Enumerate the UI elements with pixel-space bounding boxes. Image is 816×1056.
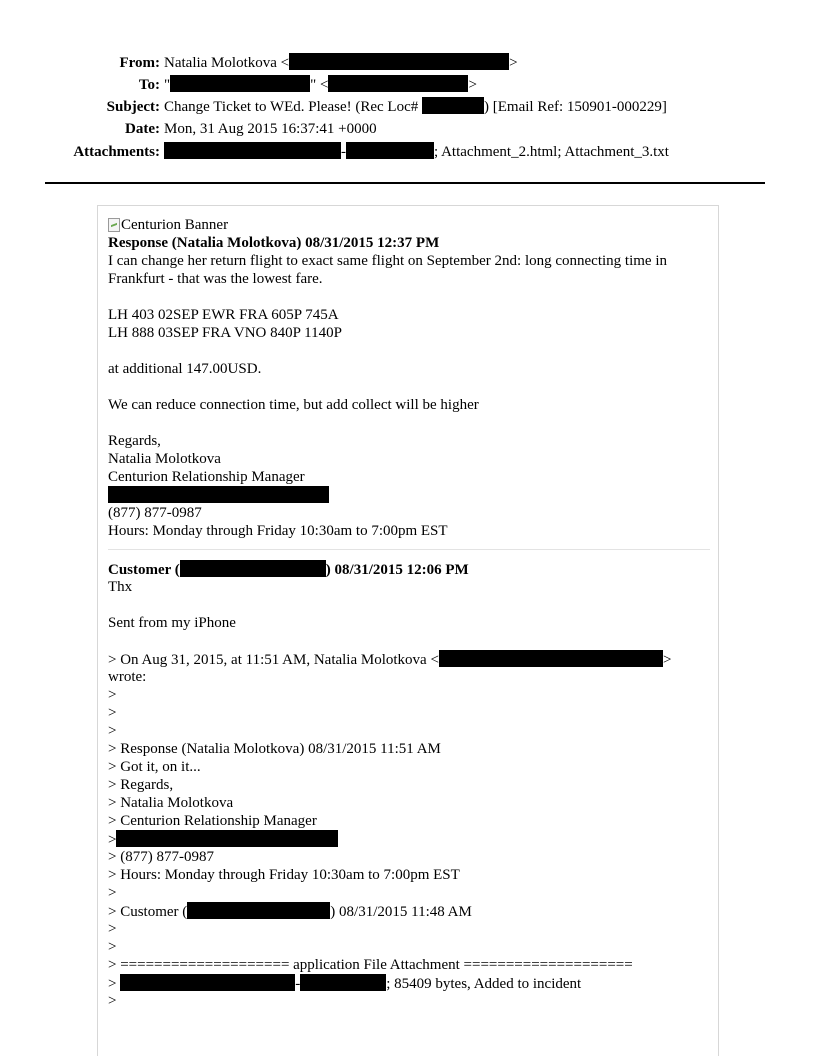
subject-text: Change Ticket to WEd. Please! (Rec Loc# [164,99,419,115]
to-row [0,75,816,95]
message-separator [108,549,710,550]
from-label: From: [119,55,160,71]
subject-value [164,97,667,117]
attachments-value [164,142,669,162]
attachments-list: ; Attachment_2.html; Attachment_3.txt [434,144,669,160]
regards: Regards, [108,433,161,449]
quote-file-dash: - [295,976,301,992]
redaction-bar [346,142,434,159]
response-heading: Response (Natalia Molotkova) 08/31/2015 12:37 PM [108,235,440,251]
subject-ref: ) [Email Ref: 150901-000229] [484,99,667,115]
quote-marker: > [108,705,117,721]
date-value: Mon, 31 Aug 2015 16:37:41 +0000 [164,121,377,137]
quote-customer [108,902,708,920]
date-row [0,119,816,139]
quote-name: > Natalia Molotkova [108,795,234,811]
redaction-bar [108,486,329,503]
attachments-row [0,142,816,162]
subject-row [0,97,816,117]
quote-marker: > [108,687,117,703]
to-value [164,75,477,95]
from-name: Natalia Molotkova < [164,55,290,71]
from-close: > [509,55,518,71]
quote-attachment-banner: > ==================== application File Attachment ==================== [108,957,633,973]
quote-on-post: > [662,652,672,668]
banner [108,216,708,234]
flight-line-2: LH 888 03SEP FRA VNO 840P 1140P [108,325,342,341]
quote-file-line [108,974,708,992]
customer-sent: Sent from my iPhone [108,615,236,631]
banner-alt-text: Centurion Banner [121,217,229,233]
from-value [164,53,518,73]
redaction-bar [422,97,484,114]
broken-image-icon [108,218,120,232]
signature-phone: (877) 877-0987 [108,505,202,521]
quote-response: > Response (Natalia Molotkova) 08/31/2015 11:51 AM [108,741,441,757]
quote-customer-post: ) 08/31/2015 11:48 AM [330,904,472,920]
quote-marker: > [108,921,117,937]
customer-heading-pre: Customer ( [108,562,180,578]
redaction-bar [116,830,338,847]
redaction-bar [328,75,468,92]
quote-marker: > [108,885,117,901]
date-label: Date: [125,121,160,137]
cost-line: at additional 147.00USD. [108,361,262,377]
from-row [0,53,816,73]
quote-wrote: wrote: [108,669,147,685]
redaction-bar [120,974,295,991]
redaction-bar [170,75,310,92]
redaction-bar [187,902,330,919]
quote-marker-inline: > [108,976,117,992]
note-line: We can reduce connection time, but add collect will be higher [108,397,479,413]
quote-title: > Centurion Relationship Manager [108,813,317,829]
quote-got-it: > Got it, on it... [108,759,201,775]
quote-marker-inline: > [108,832,117,848]
redaction-bar [164,142,341,159]
response-body: I can change her return flight to exact same flight on September 2nd: long connecting time in Frankfurt - that was the lowest fare. [108,253,667,287]
signature-title: Centurion Relationship Manager [108,469,305,485]
quote-on-pre: > On Aug 31, 2015, at 11:51 AM, Natalia Molotkova < [108,652,439,668]
flight-line-1: LH 403 02SEP EWR FRA 605P 745A [108,307,339,323]
attachments-dash: - [341,144,346,160]
quote-marker: > [108,939,117,955]
to-quote-open: " [164,77,171,93]
quote-on-line [108,650,708,668]
redaction-bar [439,650,663,667]
redaction-bar [289,53,509,70]
subject-label: Subject: [106,99,160,115]
customer-heading-post: ) 08/31/2015 12:06 PM [325,562,469,578]
redaction-bar [300,974,386,991]
customer-thx: Thx [108,579,133,595]
attachments-label: Attachments: [73,144,160,160]
signature-email-redacted [108,486,708,504]
redaction-bar [180,560,326,577]
quote-phone: > (877) 877-0987 [108,849,214,865]
message-body [97,205,719,1056]
quote-hours: > Hours: Monday through Friday 10:30am to 7:00pm EST [108,867,460,883]
quote-customer-pre: > Customer ( [108,904,188,920]
quote-email-redacted [108,830,708,848]
to-quote-mid: " < [310,77,329,93]
quote-marker: > [108,993,117,1009]
quote-file-post: ; 85409 bytes, Added to incident [386,976,582,992]
to-label: To: [138,77,160,93]
to-close: > [468,77,477,93]
message-content [108,216,708,1010]
signature-hours: Hours: Monday through Friday 10:30am to 7:00pm EST [108,523,448,539]
quote-regards: > Regards, [108,777,174,793]
customer-heading [108,560,708,578]
quote-marker: > [108,723,117,739]
signature-name: Natalia Molotkova [108,451,221,467]
header-divider [45,182,765,184]
